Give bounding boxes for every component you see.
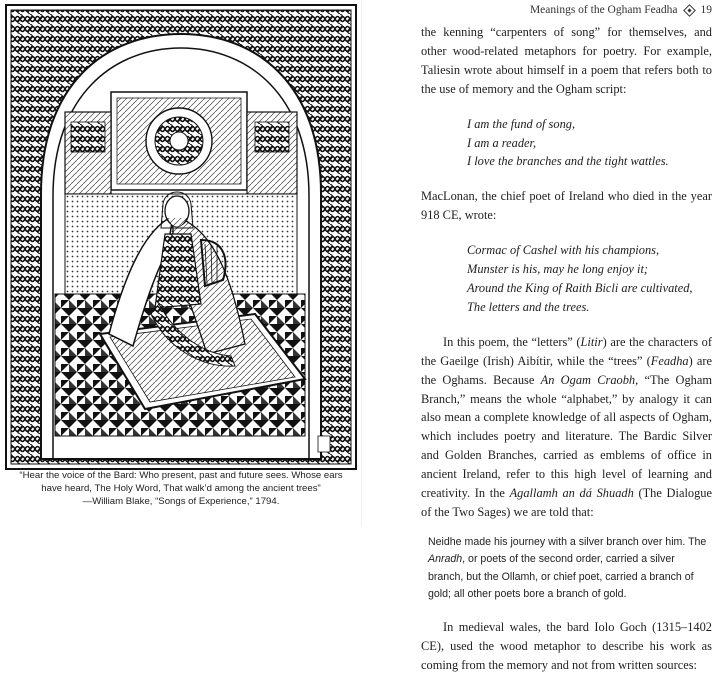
block-quote: Neidhe made his journey with a silver branch over him. The Anradh, or poets of the second order, carried a silver branch, but the Ollamh, or chief poet, carried a branch of gold; all other poets bore a branch of gold. [428,535,707,601]
poem-line: Around the King of Raith Bicli are cultivated, [467,280,693,295]
left-page [0,0,362,527]
poem-line: Munster is his, may he long enjoy it; [467,262,649,277]
poem-taliesin [467,115,712,172]
paragraph-2: MacLonan, the chief poet of Ireland who died in the year 918 CE, wrote: [421,189,712,223]
running-head [530,2,712,18]
paragraph-4: In medieval wales, the bard Iolo Goch (1315–1402 CE), used the wood metaphor to describe his work as coming from the memory and not from written sources: [421,619,712,672]
poem-line: I love the branches and the tight wattles. [467,154,669,169]
running-head-title: Meanings of the Ogham Feadha [529,4,678,16]
page-number: 19 [700,4,712,16]
poem-line: I am a reader, [467,135,537,150]
caption-quote: “Hear the voice of the Bard: Who present, past and future sees. Whose ears have heard, The Holy Word, That walk’d among the ancient trees” [19,470,343,494]
diamond-ornament-icon [683,4,696,17]
poem-line: Cormac of Cashel with his champions, [467,243,660,258]
caption-attribution: —William Blake, “Songs of Experience,” 1794. [82,496,280,507]
bard-illustration [5,4,357,470]
paragraph-3: In this poem, the “letters” (Litir) are the characters of the Gaeilge (Irish) Aibítir, while the “trees” (Feadha) are the Oghams. Because An Ogam Craobh, “The Ogham Branch,” means the whole “alphabet,” by analogy it can also mean a complete knowledge of all aspects of Ogham, which includes poetry and literature. The Bardic Silver and Golden Branches, carried as emblems of office in ancient Ireland, refer to this high level of learning and creativity. In the Agallamh an dá Shuadh (The Dialogue of the Two Sages) we are told that: [421,334,713,519]
illustration-caption [8,469,354,508]
paragraph-1: the kenning “carpenters of song” for themselves, and other wood-related metaphors for poetry. For example, Taliesin wrote about himself in a poem that refers both to the use of memory and the Ogham script: [421,25,712,96]
poem-line: I am the fund of song, [467,116,576,131]
right-page [362,0,720,672]
poem-line: The letters and the trees. [467,299,590,314]
poem-maclonan [467,241,712,317]
body-text [421,23,712,675]
